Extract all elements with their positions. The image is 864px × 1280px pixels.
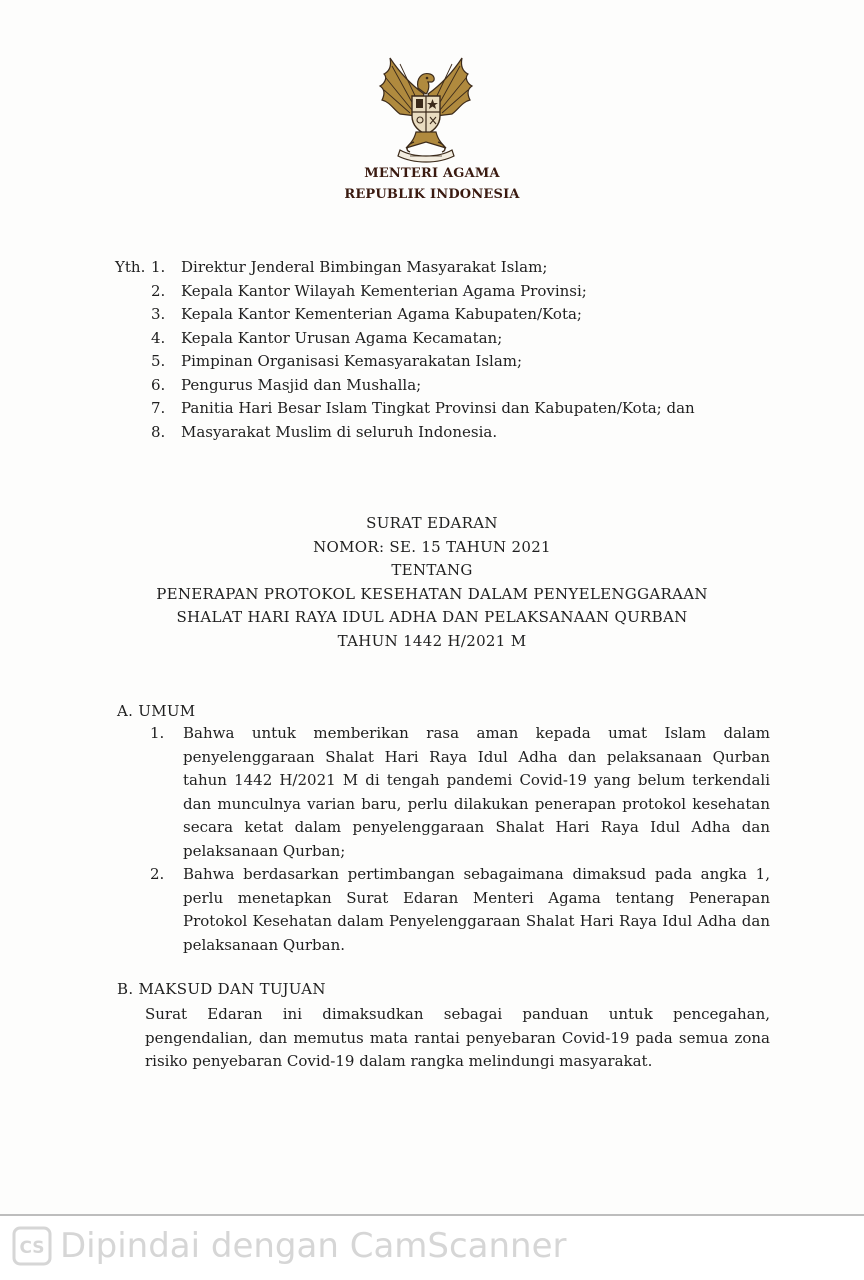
section-b-paragraph: Surat Edaran ini dimaksudkan sebagai panduan untuk pencegahan, pengendalian, dan memutus mata rantai penyebaran Covid-19 pada semua zona risiko penyebaran Covid-19 dalam rangka melindungi masyarakat. (145, 1005, 770, 1070)
country-title: REPUBLIK INDONESIA (344, 187, 520, 202)
addressee-item (115, 327, 695, 351)
circular-subject-line: SHALAT HARI RAYA IDUL ADHA DAN PELAKSANAAN QURBAN (176, 608, 688, 626)
circular-title-block (0, 512, 864, 653)
section-a-items (150, 722, 770, 957)
addressee-prefix: Yth. (115, 258, 146, 276)
addressee-item (115, 280, 695, 304)
addressee-text: Kepala Kantor Urusan Agama Kecamatan; (181, 328, 503, 347)
section-a-item (150, 863, 770, 957)
watermark-text: Dipindai dengan CamScanner (60, 1226, 567, 1266)
camscanner-watermark (12, 1224, 567, 1268)
circular-about: TENTANG (391, 561, 473, 579)
camscanner-logo-icon (12, 1226, 52, 1266)
addressee-number: 1. (151, 258, 166, 276)
section-a-heading: A. UMUM (117, 702, 196, 720)
item-number: 2. (150, 865, 165, 883)
section-a-item (150, 722, 770, 863)
addressee-text: Direktur Jenderal Bimbingan Masyarakat Islam; (181, 258, 548, 276)
item-text: Bahwa untuk memberikan rasa aman kepada umat Islam dalam penyelenggaraan Shalat Hari Raya Idul Adha dan pelaksanaan Qurban tahun 1442 H/2021 M di tengah pandemi Covid-19 yang belum terkendali dan munculnya varian baru, perlu dilakukan penerapan protokol kesehatan secara ketat dalam penyelenggaraan Shalat Hari Raya Idul Adha dan pelaksanaan Qurban; (183, 724, 770, 860)
item-number: 1. (150, 724, 165, 742)
addressee-list (115, 256, 695, 444)
addressee-number: 4. (151, 328, 166, 347)
section-b-heading: B. MAKSUD DAN TUJUAN (117, 980, 326, 998)
addressee-number: 3. (151, 305, 166, 323)
addressee-text: Pimpinan Organisasi Kemasyarakatan Islam; (181, 352, 523, 370)
circular-year: TAHUN 1442 H/2021 M (337, 631, 527, 650)
addressee-item (115, 350, 695, 374)
addressee-text: Panitia Hari Besar Islam Tingkat Provinsi dan Kabupaten/Kota; dan (181, 399, 695, 417)
camscanner-logo-text: CS (19, 1238, 45, 1258)
addressee-number: 2. (151, 281, 166, 300)
circular-label: SURAT EDARAN (366, 514, 498, 532)
addressee-item (115, 303, 695, 327)
addressee-item (115, 374, 695, 398)
circular-subject-line: PENERAPAN PROTOKOL KESEHATAN DALAM PENYELENGGARAAN (156, 584, 708, 603)
addressee-text: Kepala Kantor Kementerian Agama Kabupaten/Kota; (181, 305, 582, 323)
addressee-text: Pengurus Masjid dan Mushalla; (181, 375, 422, 394)
addressee-item (115, 397, 695, 421)
addressee-text: Masyarakat Muslim di seluruh Indonesia. (181, 422, 498, 441)
page-bottom-edge (0, 1214, 864, 1216)
garuda-emblem-icon (370, 54, 482, 166)
addressee-text: Kepala Kantor Wilayah Kementerian Agama Provinsi; (181, 281, 587, 300)
addressee-item (115, 421, 695, 445)
circular-number: NOMOR: SE. 15 TAHUN 2021 (313, 537, 551, 556)
ministry-title: MENTERI AGAMA (364, 166, 500, 181)
item-text: Bahwa berdasarkan pertimbangan sebagaimana dimaksud pada angka 1, perlu menetapkan Surat Edaran Menteri Agama tentang Penerapan Protokol Kesehatan dalam Penyelenggaraan Shalat Hari Raya Idul Adha dan pelaksanaan Qurban. (183, 865, 770, 954)
addressee-number: 5. (151, 352, 166, 370)
addressee-number: 8. (151, 422, 166, 441)
addressee-item (115, 256, 695, 280)
addressee-number: 6. (151, 375, 166, 394)
addressee-number: 7. (151, 399, 166, 417)
